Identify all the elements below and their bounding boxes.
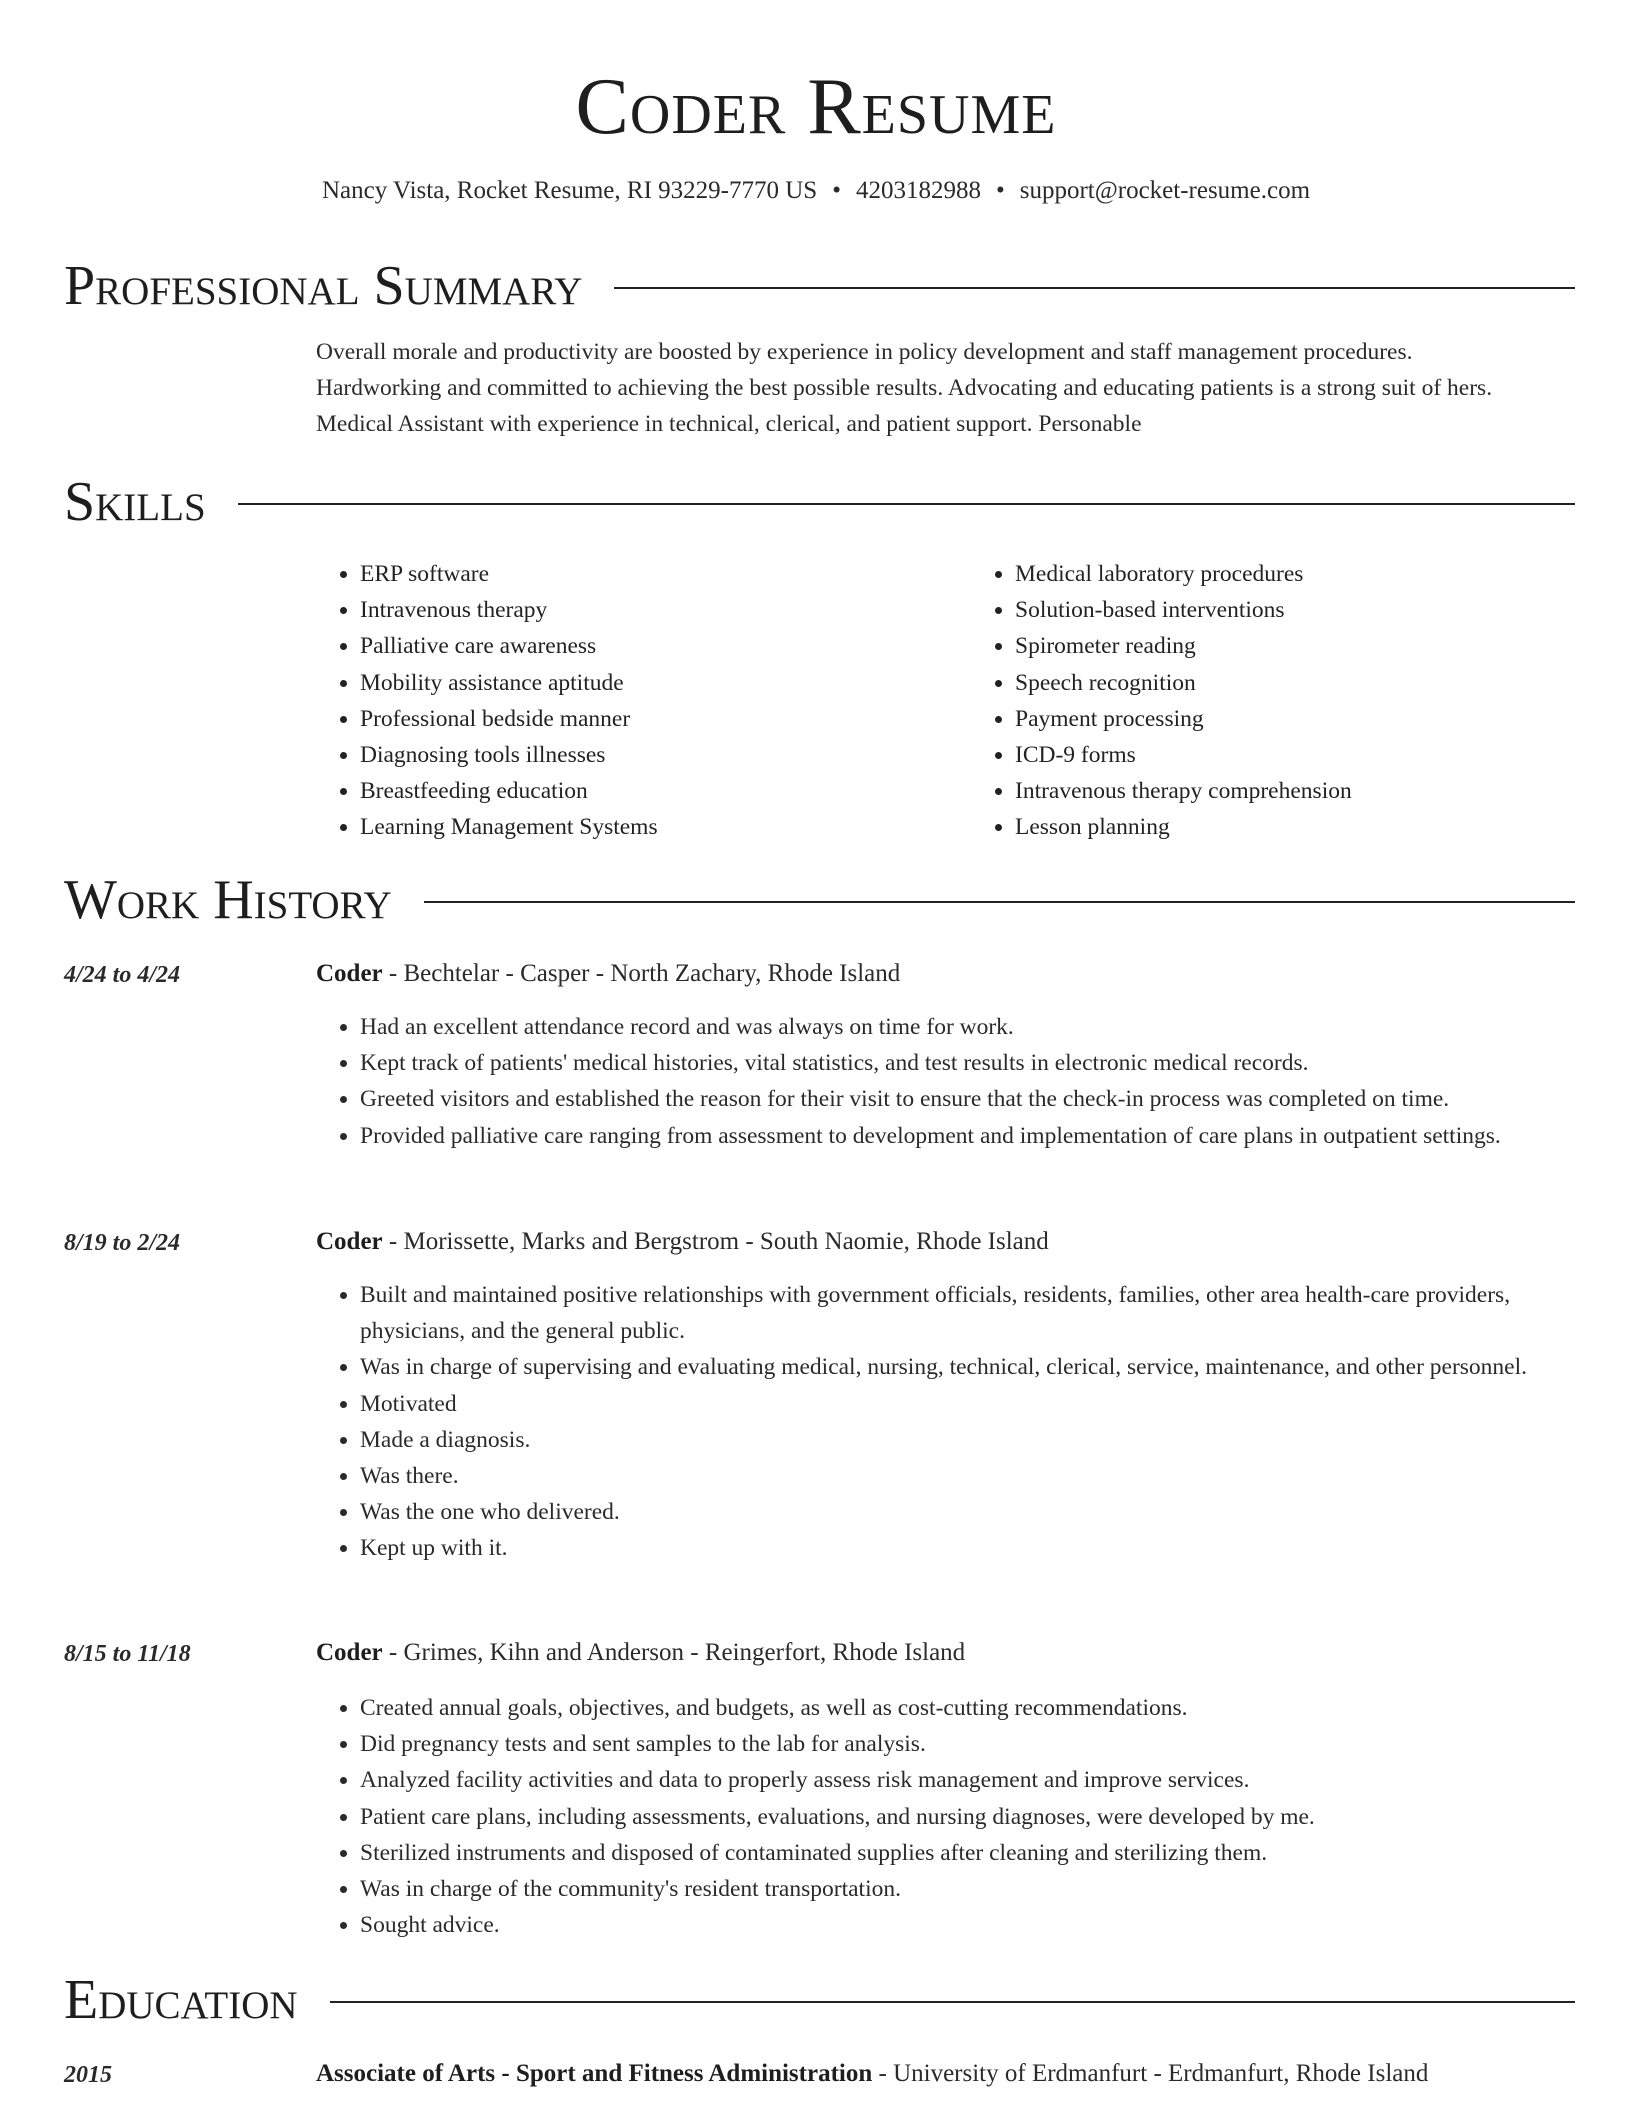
job-bullet: • Greeted visitors and established the reason for their visit to ensure that the check-in process was completed on time. [360,1081,1570,1117]
section-divider [614,287,1575,289]
job-bullet: • Created annual goals, objectives, and budgets, as well as cost-cutting recommendations. [360,1690,1570,1726]
job-bullet: • Motivated [360,1386,1570,1422]
job-bullets [316,1277,1570,1567]
summary-section-header [64,254,1575,318]
contact-line [0,174,1632,208]
skill-item: • Lesson planning [1015,809,1586,845]
education-section-header [64,1968,1575,2032]
job-title [316,1636,965,1670]
job-title [316,957,900,991]
job-role: Coder [316,1228,383,1255]
skill-item: • Solution-based interventions [1015,592,1586,628]
skill-item: • Professional bedside manner [360,701,931,737]
job-dates: 8/15 to 11/18 [64,1641,191,1667]
skills-section-header [64,470,1575,534]
skill-item: • Spirometer reading [1015,628,1586,664]
skills-column-right [971,556,1586,846]
job-employer: - Grimes, Kihn and Anderson - Reingerfort, Rhode Island [382,1639,966,1666]
summary-line: Overall morale and productivity are boosted by experience in policy development and staff management procedures. [316,339,1413,365]
skill-item: • Intravenous therapy comprehension [1015,773,1586,809]
skill-item: • Diagnosing tools illnesses [360,737,931,773]
job-bullet: • Sterilized instruments and disposed of contaminated supplies after cleaning and sterilizing them. [360,1835,1570,1871]
job-role: Coder [316,960,383,987]
contact-separator: • [832,177,841,204]
job-bullet: • Had an excellent attendance record and was always on time for work. [360,1009,1570,1045]
education-degree: Associate of Arts - Sport and Fitness Administration [316,2060,873,2087]
skill-item: • Palliative care awareness [360,628,931,664]
section-divider [238,503,1575,505]
summary-line: Hardworking and committed to achieving the best possible results. Advocating and educating patients is a strong suit of hers. [316,375,1493,401]
job-bullet: • Provided palliative care ranging from assessment to development and implementation of care plans in outpatient settings. [360,1118,1570,1154]
contact-separator: • [995,177,1005,204]
skill-item: • Breastfeeding education [360,773,931,809]
job-bullet: • Was the one who delivered. [360,1494,1570,1530]
skills-column-left [316,556,931,846]
job-dates: 4/24 to 4/24 [64,962,181,988]
skill-item: • Intravenous therapy [360,592,931,628]
job-role: Coder [316,1639,383,1666]
work-heading: Work History [64,869,392,931]
skill-item: • ICD-9 forms [1015,737,1586,773]
job-bullets [316,1690,1570,1943]
education-heading: Education [64,1969,298,2031]
job-title [316,1225,1049,1259]
resume-title: Coder Resume [575,63,1057,151]
summary-text [316,334,1586,442]
job-bullet: • Was in charge of supervising and evaluating medical, nursing, technical, clerical, service, maintenance, and other personnel. [360,1349,1570,1385]
summary-line: Medical Assistant with experience in technical, clerical, and patient support. Personable [316,411,1142,437]
job-bullet: • Analyzed facility activities and data to properly assess risk management and improve services. [360,1762,1570,1798]
job-bullet: • Built and maintained positive relationships with government officials, residents, families, other area health-care providers, physicians, and the general public. [360,1277,1570,1349]
job-bullet: • Kept track of patients' medical histories, vital statistics, and test results in electronic medical records. [360,1045,1570,1081]
skills-list [316,556,1586,846]
skill-item: • Speech recognition [1015,665,1586,701]
job-bullet: • Was there. [360,1458,1570,1494]
job-dates: 8/19 to 2/24 [64,1230,181,1256]
contact-phone: 4203182988 [855,177,981,204]
skill-item: • Mobility assistance aptitude [360,665,931,701]
job-bullets [316,1009,1570,1154]
job-bullet: • Did pregnancy tests and sent samples to the lab for analysis. [360,1726,1570,1762]
education-year: 2015 [64,2062,112,2088]
job-bullet: • Was in charge of the community's resident transportation. [360,1871,1570,1907]
job-employer: - Bechtelar - Casper - North Zachary, Rhode Island [382,960,901,987]
education-school: - University of Erdmanfurt - Erdmanfurt, Rhode Island [872,2060,1429,2087]
job-bullet: • Patient care plans, including assessments, evaluations, and nursing diagnoses, were developed by me. [360,1799,1570,1835]
job-bullet: • Made a diagnosis. [360,1422,1570,1458]
skill-item: • Medical laboratory procedures [1015,556,1586,592]
skill-item: • Learning Management Systems [360,809,931,845]
education-entry [316,2057,1428,2091]
job-bullet: • Kept up with it. [360,1530,1570,1566]
contact-address: Nancy Vista, Rocket Resume, RI 93229-7770 US [321,177,818,204]
section-divider [424,901,1575,903]
skill-item: • Payment processing [1015,701,1586,737]
skills-heading: Skills [64,471,206,533]
contact-email: support@rocket-resume.com [1019,177,1311,204]
job-employer: - Morissette, Marks and Bergstrom - South Naomie, Rhode Island [382,1228,1049,1255]
section-divider [330,2001,1575,2003]
job-bullet: • Sought advice. [360,1907,1570,1943]
work-section-header [64,868,1575,932]
skill-item: • ERP software [360,556,931,592]
summary-heading: Professional Summary [64,255,583,317]
